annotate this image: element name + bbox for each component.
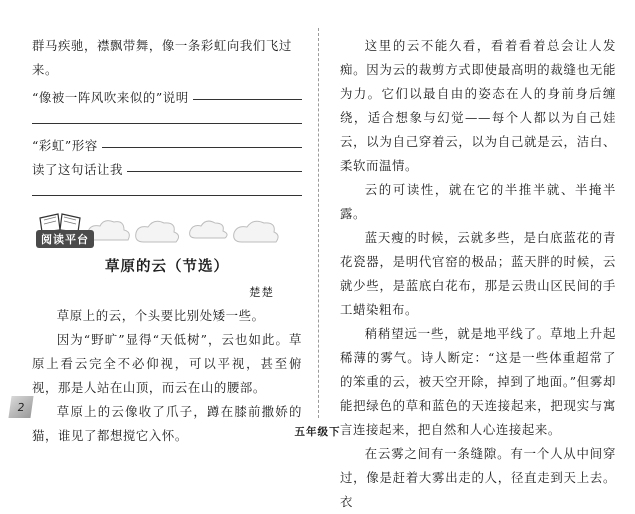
paragraph: 这里的云不能久看，看着看着总会让人发痴。因为云的裁剪方式即使最高明的裁缝也无能为力。它们以最自由的姿态在人的身前身后缠绕，适合想象与幻觉——每个人都以为自己娃云，以为自己穿着云，以为自己就是云，洁白、柔软而温情。 [340,38,616,173]
question-1 [32,82,302,106]
paragraph: 稍稍望远一些，就是地平线了。草地上升起稀薄的雾气。诗人断定：“这是一些体重超常了的笨重的云，被天空开除，掉到了地面。”但雾却能把绿色的草和蓝色的天连接起来，把现实与寓言连接起来，把自然和人心连接起来。 [340,326,616,437]
question-1-label: “像被一阵风吹来似的”说明 [32,90,189,105]
reading-platform-banner [32,210,302,250]
grade-footer: 五年级下 [294,426,341,438]
question-2-label: “彩虹”形容 [32,138,98,153]
answer-line-1b[interactable] [32,106,302,130]
paragraph: 草原上的云，个头要比别处矮一些。 [56,308,265,323]
clouds-decoration-icon [84,216,294,248]
passage-continued-line: 来。 [32,62,58,77]
reading-platform-label: 阅读平台 [36,230,94,248]
answer-line-3[interactable] [127,171,302,172]
page-number-badge: 2 [8,396,33,418]
answer-line-3b[interactable] [32,178,302,202]
paragraph: 草原上的云像收了爪子，蹲在膝前撒娇的猫，谁见了都想搅它入怀。 [32,404,302,443]
passage-continued-line: 群马疾驰，襟飘带舞，像一条彩虹向我们飞过 [32,38,292,53]
paragraph: 云的可读性，就在它的半推半就、半掩半露。 [340,182,616,221]
question-3 [32,154,302,178]
section-title: 草原的云（节选） [105,259,229,275]
question-2 [32,130,302,154]
paragraph: 因为“野旷”显得“天低树”，云也如此。草原上看云完全不必仰视，可以平视，甚至俯视，那是人站在山顶，而云在山的腰部。 [32,332,302,395]
left-page [32,34,302,448]
author-name: 楚楚 [249,285,274,299]
answer-line-2[interactable] [102,147,302,148]
paragraph: 蓝天瘦的时候，云就多些，是白底蓝花的青花瓷器，是明代官窑的极品；蓝天胖的时候，云就少些，是蓝底白花布，那是云贵山区民间的手工蜡染粗布。 [340,230,616,317]
question-3-label: 读了这句话让我 [32,162,123,177]
page-divider [318,28,319,418]
answer-line-1[interactable] [193,99,302,100]
right-page [340,34,616,514]
paragraph: 在云雾之间有一条缝隙。有一个人从中间穿过，像是赶着大雾出走的人，径直走到天上去。衣 [340,446,616,509]
